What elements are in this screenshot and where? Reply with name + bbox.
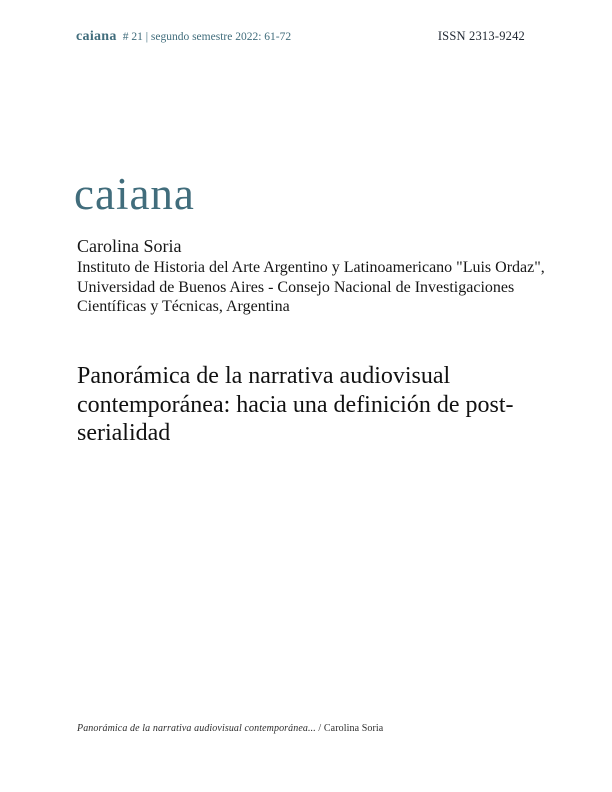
journal-name: caiana (76, 29, 117, 44)
footer-author-credit: / Carolina Soria (318, 723, 384, 734)
article-title: Panorámica de la narrativa audiovisual contemporánea: hacia una definición de post-serialidad (77, 363, 514, 446)
journal-logo: caiana (74, 169, 195, 219)
issn-number: ISSN 2313-9242 (437, 29, 525, 43)
author-block (77, 236, 547, 317)
author-name: Carolina Soria (77, 236, 182, 256)
journal-header (76, 29, 291, 45)
page-footer (77, 723, 383, 734)
page-header (76, 29, 525, 45)
footer-running-title: Panorámica de la narrativa audiovisual contemporánea... (77, 723, 316, 734)
author-affiliation: Instituto de Historia del Arte Argentino y Latinoamericano "Luis Ordaz", Universidad de Buenos Aires - Consejo Nacional de Investigaciones Científicas y Técnicas, Argentina (77, 259, 545, 315)
issue-info: # 21 | segundo semestre 2022: 61-72 (122, 31, 292, 43)
